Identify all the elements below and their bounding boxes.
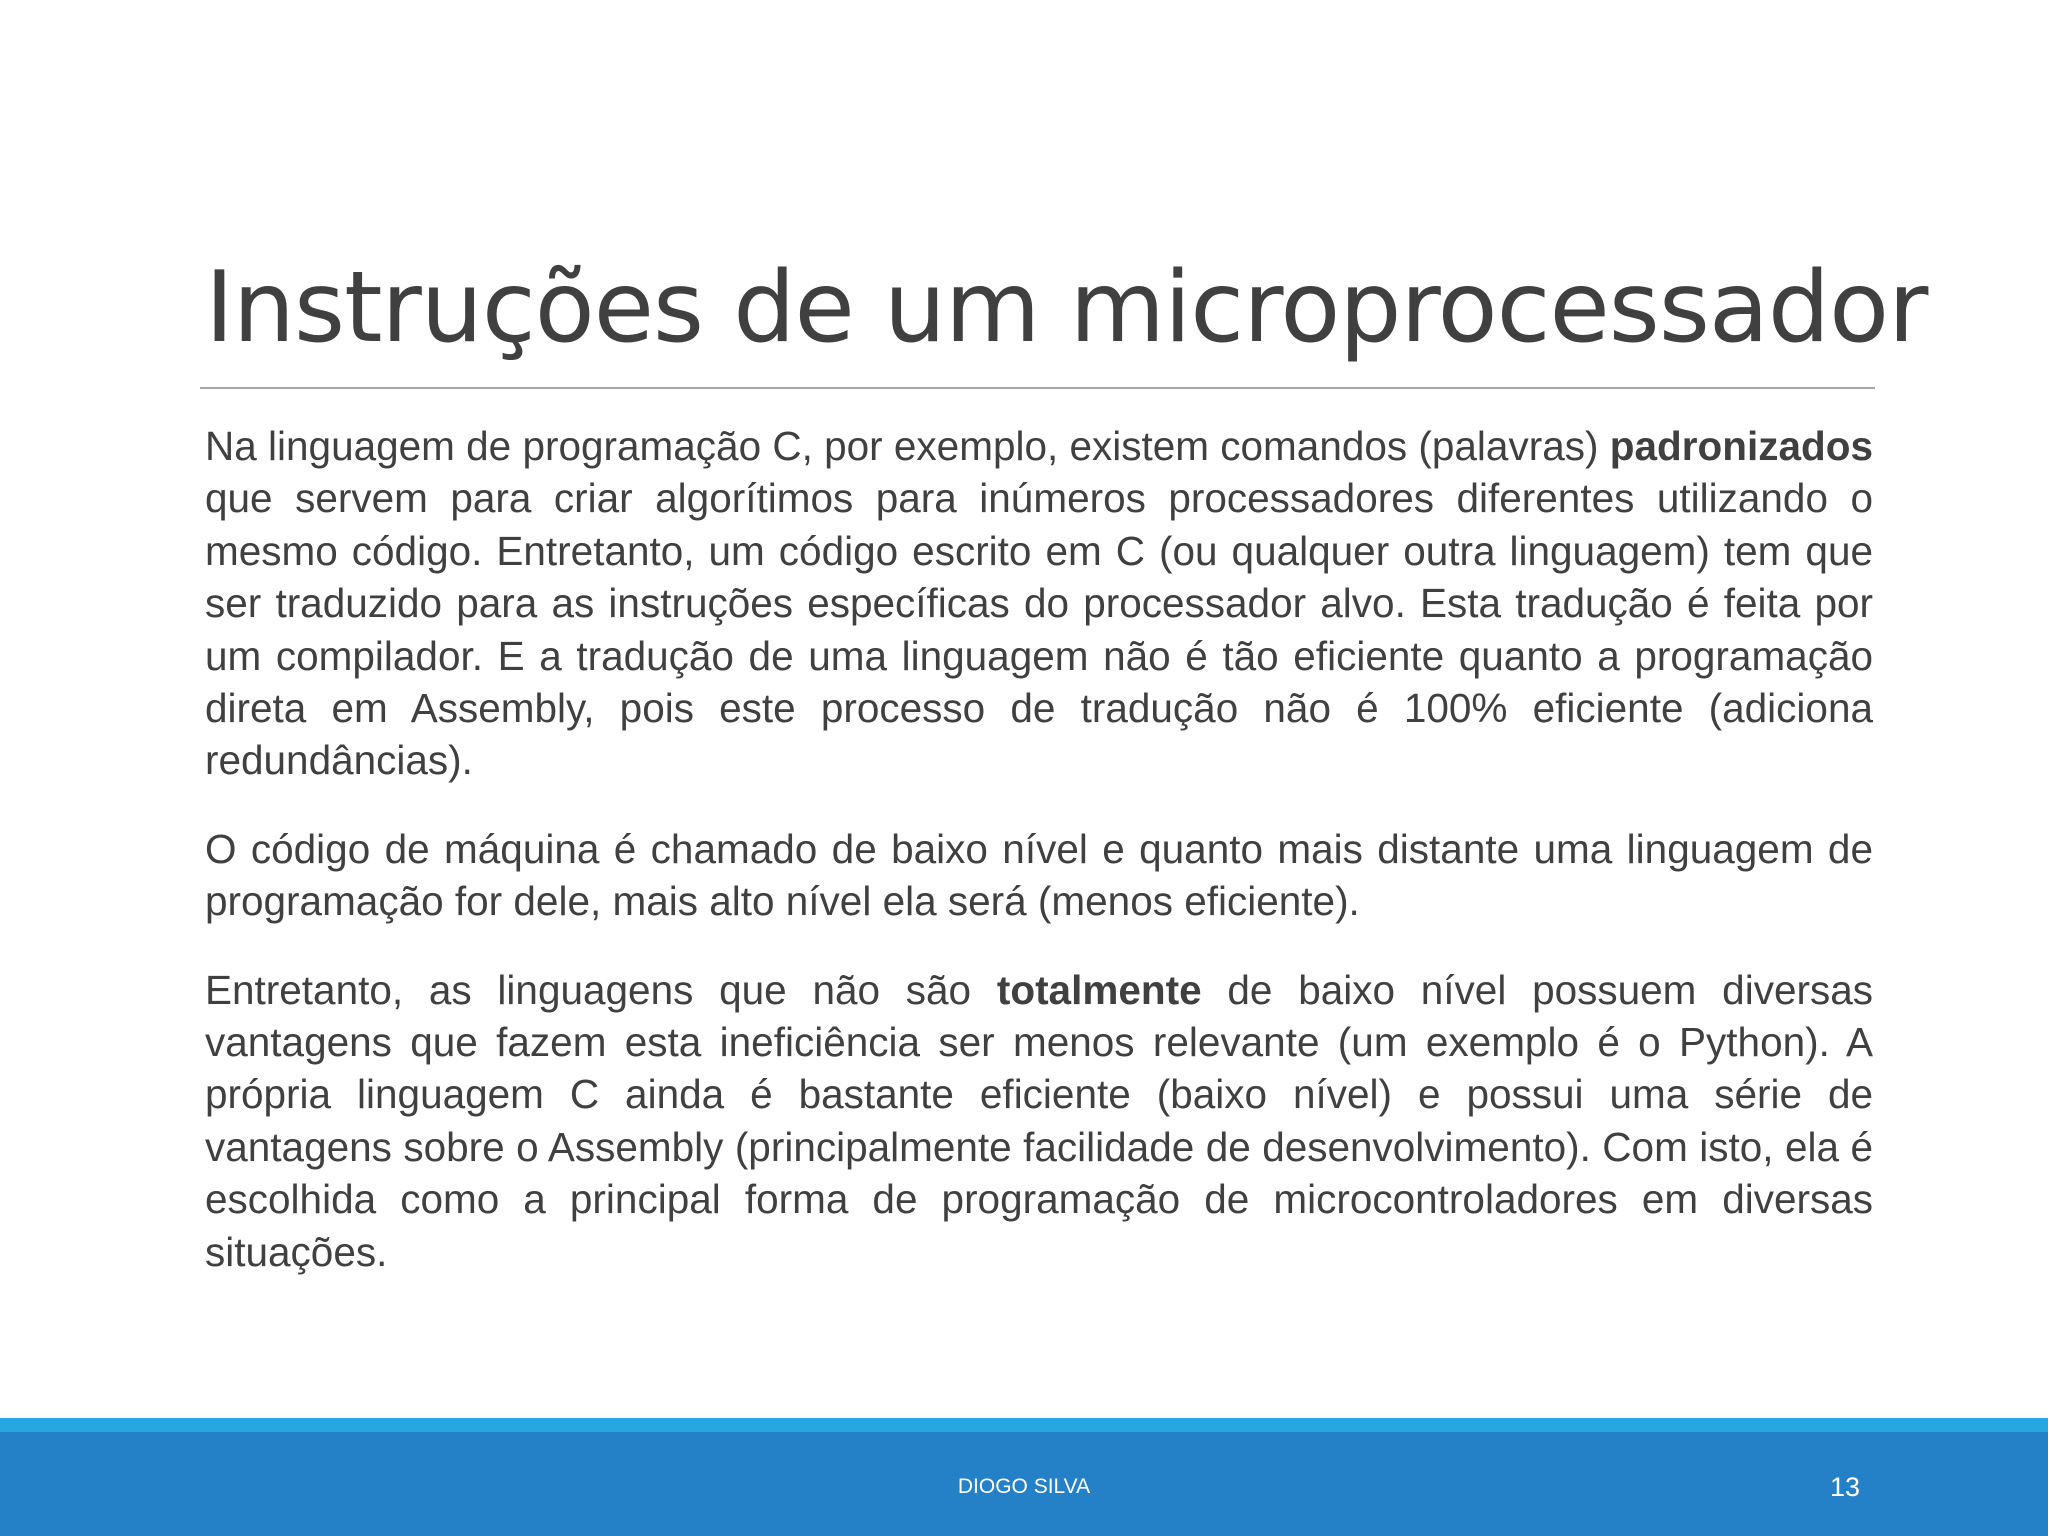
footer-author: DIOGO SILVA: [957, 1475, 1091, 1498]
paragraph-2-text: O código de máquina é chamado de baixo nível e quanto mais distante uma linguagem de programação for dele, mais alto nível ela será (menos eficiente).: [205, 825, 1873, 925]
paragraph-1-text-a: Na linguagem de programação C, por exemplo, existem comandos (palavras): [205, 423, 1610, 469]
paragraph-2: [205, 823, 1873, 928]
paragraph-1-text-b: que servem para criar algorítimos para inúmeros processadores diferentes utilizando o mesmo código. Entretanto, um código escrito em C (ou qualquer outra linguagem) tem que ser traduzido para as instruções específicas do processador alvo. Esta tradução é feita por um compilador. E a tradução de uma linguagem não é tão eficiente quanto a programação direta em Assembly, pois este processo de tradução não é 100% eficiente (adiciona redundâncias).: [205, 475, 1873, 784]
paragraph-3-text-a: Entretanto, as linguagens que não são: [205, 966, 997, 1013]
title-divider: [200, 387, 1875, 389]
paragraph-1-bold-term: padronizados: [1609, 423, 1873, 469]
paragraph-3: [205, 964, 1873, 1278]
paragraph-3-bold-term: totalmente: [996, 966, 1202, 1013]
footer-accent-stripe: [0, 1418, 2048, 1432]
paragraph-3-text-b: de baixo nível possuem diversas vantagens que fazem esta ineficiência ser menos relevante (um exemplo é o Python). A própria linguagem C ainda é bastante eficiente (baixo nível) e possui uma série de vantagens sobre o Assembly (principalmente facilidade de desenvolvimento). Com isto, ela é escolhida como a principal forma de programação de microcontroladores em diversas situações.: [205, 966, 1873, 1275]
slide-title: Instruções de um microprocessador: [205, 251, 1928, 365]
page-number: 13: [1829, 1472, 1860, 1502]
paragraph-1: [205, 420, 1873, 787]
slide-body: [205, 420, 1873, 1314]
